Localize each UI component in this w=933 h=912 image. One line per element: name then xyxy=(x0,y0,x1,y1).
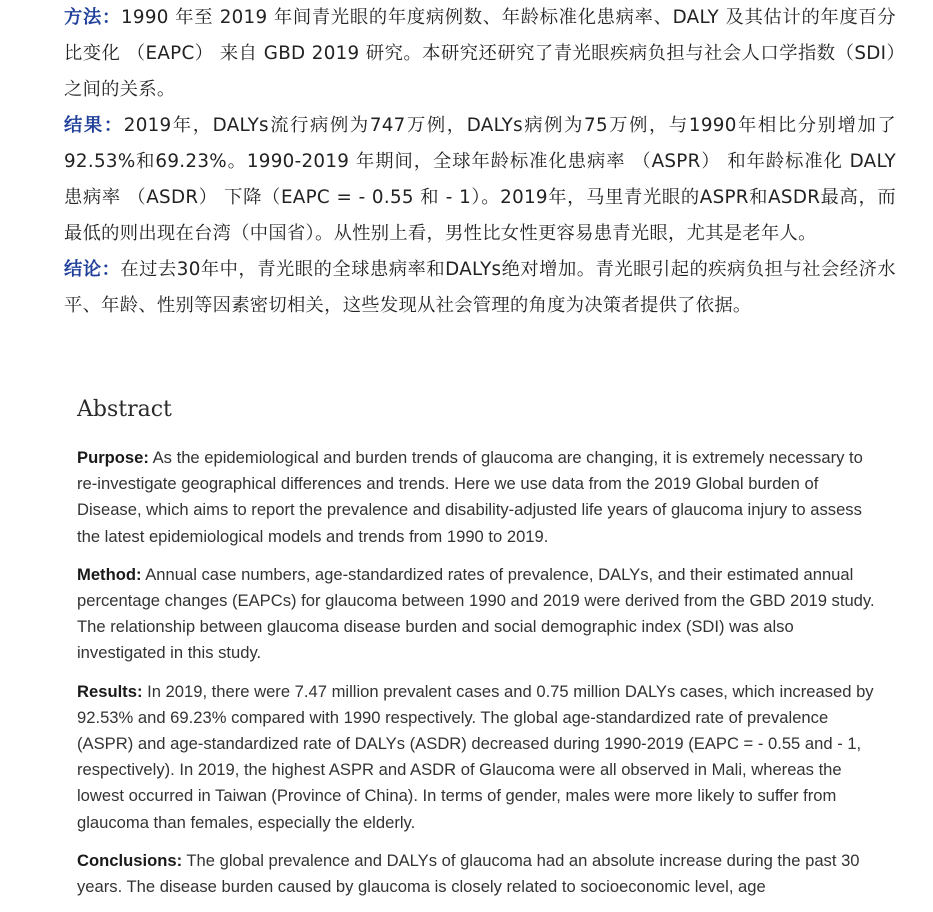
cn-method-text: 1990 年至 2019 年间青光眼的年度病例数、年龄标准化患病率、DALY 及其估计的年度百分比变化 （EAPC） 来自 GBD 2019 研究。本研究还研究了青光眼疾病负担与社会人口学指数（SDI）之间的关系。 xyxy=(64,7,896,100)
en-results-label: Results: xyxy=(77,681,143,701)
en-purpose-text: As the epidemiological and burden trends of glaucoma are changing, it is extremely necessary to re-investigate geographical differences and trends. Here we use data from the 2019 Global burden of Disease, which aims to report the prevalence and disability-adjusted life years of glaucoma injury to assess the latest epidemiological models and trends from 1990 to 2019. xyxy=(77,448,863,546)
en-method-text: Annual case numbers, age-standardized rates of prevalence, DALYs, and their estimated annual percentage changes (EAPCs) for glaucoma between 1990 and 2019 were derived from the GBD 2019 study. The relationship between glaucoma disease burden and social demographic index (SDI) was also investigated in this study. xyxy=(77,564,875,663)
en-conclusions-paragraph xyxy=(77,848,877,900)
en-results-paragraph xyxy=(77,679,877,836)
en-method-label: Method: xyxy=(77,564,142,584)
cn-method-paragraph xyxy=(64,0,896,108)
cn-results-label: 结果： xyxy=(64,115,124,136)
chinese-abstract xyxy=(64,0,896,324)
en-results-text: In 2019, there were 7.47 million prevalent cases and 0.75 million DALYs cases, which increased by 92.53% and 69.23% compared with 1990 respectively. The global age-standardized rate of prevalence (ASPR) and age-standardized rate of DALYs (ASDR) decreased during 1990-2019 (EAPC = - 0.55 and - 1, respectively). In 2019, the highest ASPR and ASDR of Glaucoma were all observed in Mali, whereas the lowest occurred in Taiwan (Province of China). In terms of gender, males were more likely to suffer from glaucoma than females, especially the elderly. xyxy=(77,681,874,832)
abstract-heading: Abstract xyxy=(77,397,172,422)
english-abstract xyxy=(77,392,877,912)
cn-results-paragraph xyxy=(64,108,896,252)
en-conclusions-label: Conclusions: xyxy=(77,850,183,870)
cn-results-text: 2019年，DALYs流行病例为747万例，DALYs病例为75万例，与1990年相比分别增加了92.53%和69.23%。1990-2019 年期间，全球年龄标准化患病率 （ASPR） 和年龄标准化 DALY 患病率 （ASDR） 下降（EAPC = - 0.55 和 - 1）。2019年，马里青光眼的ASPR和ASDR最高，而最低的则出现在台湾（中国省）。从性别上看，男性比女性更容易患青光眼，尤其是老年人。 xyxy=(64,115,896,244)
cn-conclusions-label: 结论： xyxy=(64,259,121,280)
cn-method-label: 方法： xyxy=(64,7,121,28)
en-purpose-label: Purpose: xyxy=(77,448,149,467)
en-purpose-paragraph xyxy=(77,445,877,550)
cn-conclusions-text: 在过去30年中，青光眼的全球患病率和DALYs绝对增加。青光眼引起的疾病负担与社会经济水平、年龄、性别等因素密切相关，这些发现从社会管理的角度为决策者提供了依据。 xyxy=(64,259,897,316)
cn-conclusions-paragraph xyxy=(64,252,896,324)
en-method-paragraph xyxy=(77,562,877,667)
en-conclusions-text: The global prevalence and DALYs of glaucoma had an absolute increase during the past 30 years. The disease burden caused by glaucoma is closely related to socioeconomic level, age xyxy=(77,850,860,897)
